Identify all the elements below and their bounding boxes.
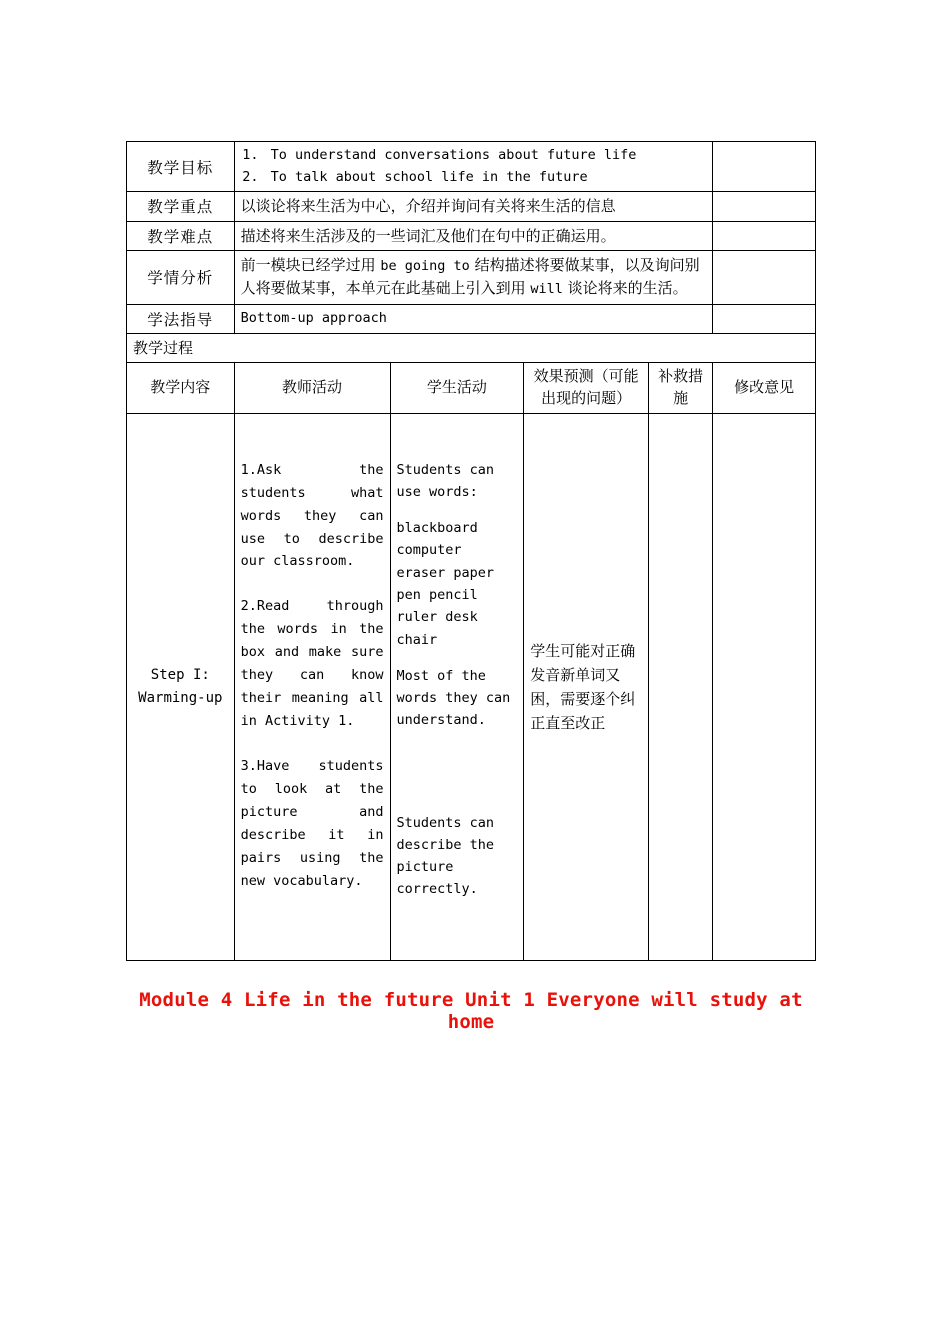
column-header-teacher: 教师活动 xyxy=(234,363,390,414)
remedy-cell xyxy=(648,413,712,960)
row-value-objectives xyxy=(234,142,713,192)
step-title-line2: Warming-up xyxy=(138,689,223,706)
table-row-method-guidance xyxy=(127,304,816,333)
row-value-student-analysis xyxy=(234,251,713,305)
row-label-key-points: 教学重点 xyxy=(127,192,235,222)
analysis-text-part: 谈论将来的生活。 xyxy=(562,279,688,298)
row-value-key-points: 以谈论将来生活为中心，介绍并询问有关将来生活的信息 xyxy=(234,192,713,222)
row-value-difficulties: 描述将来生活涉及的一些词汇及他们在句中的正确运用。 xyxy=(234,221,713,251)
table-row-student-analysis xyxy=(127,251,816,305)
table-row-process-heading xyxy=(127,333,816,363)
row-label-method-guidance: 学法指导 xyxy=(127,304,235,333)
teacher-activities-cell xyxy=(234,413,390,960)
column-header-revision: 修改意见 xyxy=(713,363,816,414)
column-header-content: 教学内容 xyxy=(127,363,235,414)
row-blank-objectives xyxy=(713,142,816,192)
table-row-difficulties xyxy=(127,221,816,251)
student-activities-cell xyxy=(390,413,524,960)
lesson-plan-table xyxy=(126,141,816,961)
teacher-activity-item: 3.Have students to look at the picture and describe it in pairs using the new vocabulary. xyxy=(240,758,384,889)
row-blank-method-guidance xyxy=(713,304,816,333)
table-row-step1 xyxy=(127,413,816,960)
objectives-list xyxy=(241,145,707,188)
step-label xyxy=(127,413,235,960)
column-header-student: 学生活动 xyxy=(390,363,524,414)
revision-cell xyxy=(713,413,816,960)
step-title-line1: Step I: xyxy=(150,667,210,684)
row-label-objectives: 教学目标 xyxy=(127,142,235,192)
table-row-key-points xyxy=(127,192,816,222)
table-header-row xyxy=(127,363,816,414)
analysis-code-part: will xyxy=(530,281,563,298)
student-activity-item: Students can describe the picture correctly. xyxy=(396,814,495,898)
lesson-plan-sheet xyxy=(126,141,816,1033)
row-blank-difficulties xyxy=(713,221,816,251)
table-row-objectives xyxy=(127,142,816,192)
row-label-student-analysis: 学情分析 xyxy=(127,251,235,305)
list-item: 1. To understand conversations about future life xyxy=(267,145,707,167)
row-blank-student-analysis xyxy=(713,251,816,305)
teacher-activity-item: 2.Read through the words in the box and make sure they can know their meaning all in Activity 1. xyxy=(240,598,384,730)
teacher-activity-item: 1.Ask the students what words they can use to describe our classroom. xyxy=(240,461,384,570)
list-item: 2. To talk about school life in the future xyxy=(267,167,707,189)
analysis-text-part: 前一模块已经学过用 xyxy=(240,256,381,275)
row-label-difficulties: 教学难点 xyxy=(127,221,235,251)
student-activity-item: Most of the words they can understand. xyxy=(396,667,511,729)
row-blank-key-points xyxy=(713,192,816,222)
row-value-method-guidance: Bottom-up approach xyxy=(234,304,713,333)
column-header-remedy: 补救措施 xyxy=(648,363,712,414)
column-header-effect: 效果预测（可能出现的问题） xyxy=(524,363,649,414)
effect-prediction-cell: 学生可能对正确发音新单词又困，需要逐个纠正直至改正 xyxy=(524,413,649,960)
analysis-code-part: be going to xyxy=(380,258,470,275)
footer-title: Module 4 Life in the future Unit 1 Everyone will study at home xyxy=(139,988,803,1033)
analysis-text-part: 结构描述将要做某事，以及询问别人将要做某事，本单元在此基础上引入到用 xyxy=(240,256,700,298)
process-heading: 教学过程 xyxy=(127,333,816,363)
student-activity-item: blackboard computer eraser paper pen pencil ruler desk chair xyxy=(396,520,495,648)
student-activity-item: Students can use words: xyxy=(396,461,495,500)
